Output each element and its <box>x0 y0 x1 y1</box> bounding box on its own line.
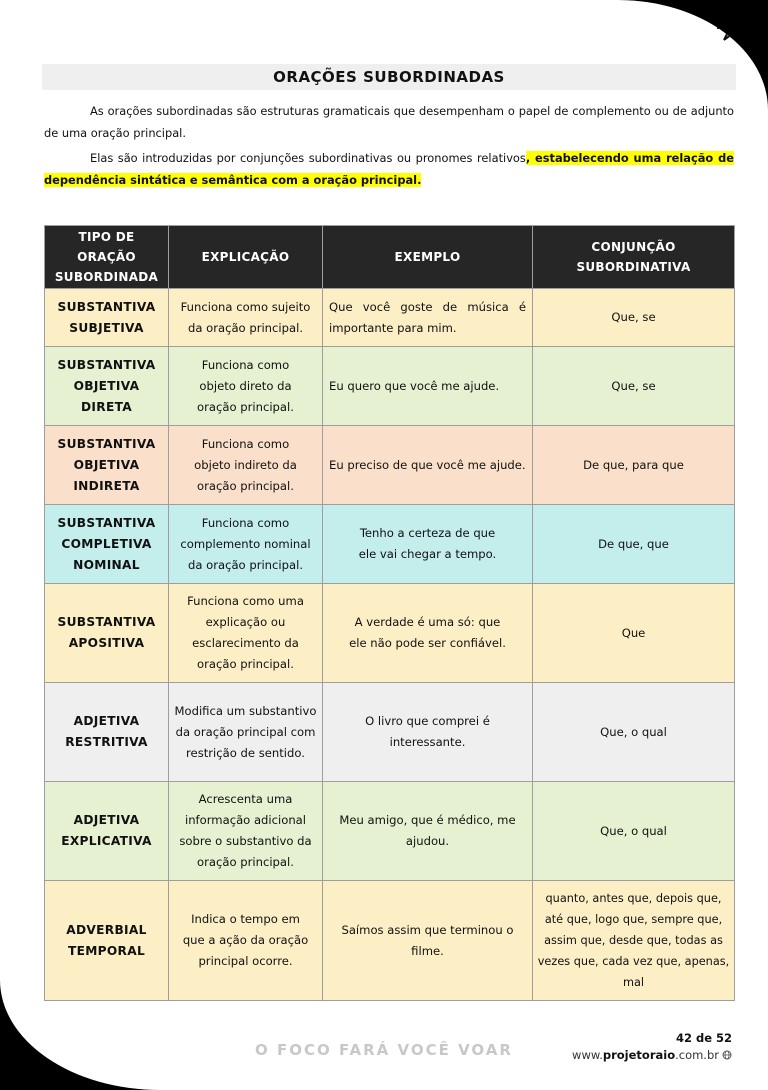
highlighted-text: , estabelecendo uma relação de dependência sintática e semântica com a oração principal. <box>44 151 734 187</box>
intro-paragraph: As orações subordinadas são estruturas gramaticais que desempenham o papel de complemento ou de adjunto de uma oração principal. <box>44 104 734 140</box>
footer-slogan: O FOCO FARÁ VOCÊ VOAR <box>255 1041 513 1059</box>
cell-exemplo: Tenho a certeza de que ele vai chegar a tempo. <box>323 505 533 584</box>
subordinate-clauses-table <box>44 225 735 1001</box>
cell-tipo: SUBSTANTIVA OBJETIVA INDIRETA <box>45 426 169 505</box>
cell-explicacao: Funciona como uma explicação ou esclarecimento da oração principal. <box>169 584 323 683</box>
cell-exemplo: O livro que comprei é interessante. <box>323 683 533 782</box>
cell-tipo: SUBSTANTIVA OBJETIVA DIRETA <box>45 347 169 426</box>
cell-exemplo: Eu preciso de que você me ajude. <box>323 426 533 505</box>
table-row <box>45 505 735 584</box>
cell-explicacao: Funciona como objeto indireto da oração principal. <box>169 426 323 505</box>
cell-conjuncao: Que, se <box>533 347 735 426</box>
cell-exemplo: Eu quero que você me ajude. <box>323 347 533 426</box>
cell-conjuncao: Que, o qual <box>533 782 735 881</box>
cell-explicacao: Funciona como complemento nominal da oração principal. <box>169 505 323 584</box>
site-brand: projetoraio <box>602 1048 676 1062</box>
page-title: ORAÇÕES SUBORDINADAS <box>42 64 736 90</box>
site-prefix: www. <box>572 1048 603 1062</box>
cell-exemplo: Meu amigo, que é médico, me ajudou. <box>323 782 533 881</box>
cell-exemplo: A verdade é uma só: que ele não pode ser confiável. <box>323 584 533 683</box>
table-row <box>45 683 735 782</box>
cell-tipo: SUBSTANTIVA COMPLETIVA NOMINAL <box>45 505 169 584</box>
table-row <box>45 782 735 881</box>
cell-conjuncao: quanto, antes que, depois que, até que, logo que, sempre que, assim que, desde que, todas as vezes que, cada vez que, apenas, mal <box>533 881 735 1001</box>
table-row <box>45 347 735 426</box>
cell-conjuncao: Que, o qual <box>533 683 735 782</box>
header-tipo: TIPO DE ORAÇÃO SUBORDINADA <box>45 226 169 289</box>
cell-explicacao: Funciona como sujeito da oração principal. <box>169 289 323 347</box>
second-paragraph-text: Elas são introduzidas por conjunções subordinativas ou pronomes relativos <box>90 151 526 165</box>
cell-explicacao: Indica o tempo em que a ação da oração principal ocorre. <box>169 881 323 1001</box>
header-conjuncao: CONJUNÇÃO SUBORDINATIVA <box>533 226 735 289</box>
cell-conjuncao: Que, se <box>533 289 735 347</box>
second-paragraph <box>44 147 734 191</box>
table-row <box>45 881 735 1001</box>
globe-icon <box>722 1050 732 1060</box>
table-row <box>45 584 735 683</box>
cell-explicacao: Funciona como objeto direto da oração principal. <box>169 347 323 426</box>
site-suffix: .com.br <box>675 1048 719 1062</box>
cell-conjuncao: Que <box>533 584 735 683</box>
table-row <box>45 289 735 347</box>
header-explicacao: EXPLICAÇÃO <box>169 226 323 289</box>
cell-conjuncao: De que, para que <box>533 426 735 505</box>
cell-tipo: ADVERBIAL TEMPORAL <box>45 881 169 1001</box>
cell-exemplo: Saímos assim que terminou o filme. <box>323 881 533 1001</box>
cell-tipo: SUBSTANTIVA SUBJETIVA <box>45 289 169 347</box>
website-link[interactable] <box>572 1048 732 1062</box>
header-exemplo: EXEMPLO <box>323 226 533 289</box>
cell-explicacao: Modifica um substantivo da oração principal com restrição de sentido. <box>169 683 323 782</box>
page-number: 42 de 52 <box>675 1031 732 1045</box>
lightning-logo-icon <box>712 8 758 42</box>
cell-tipo: ADJETIVA EXPLICATIVA <box>45 782 169 881</box>
table-row <box>45 426 735 505</box>
cell-tipo: ADJETIVA RESTRITIVA <box>45 683 169 782</box>
cell-exemplo: Que você goste de música é importante para mim. <box>323 289 533 347</box>
cell-conjuncao: De que, que <box>533 505 735 584</box>
table-header-row <box>45 226 735 289</box>
cell-tipo: SUBSTANTIVA APOSITIVA <box>45 584 169 683</box>
cell-explicacao: Acrescenta uma informação adicional sobre o substantivo da oração principal. <box>169 782 323 881</box>
